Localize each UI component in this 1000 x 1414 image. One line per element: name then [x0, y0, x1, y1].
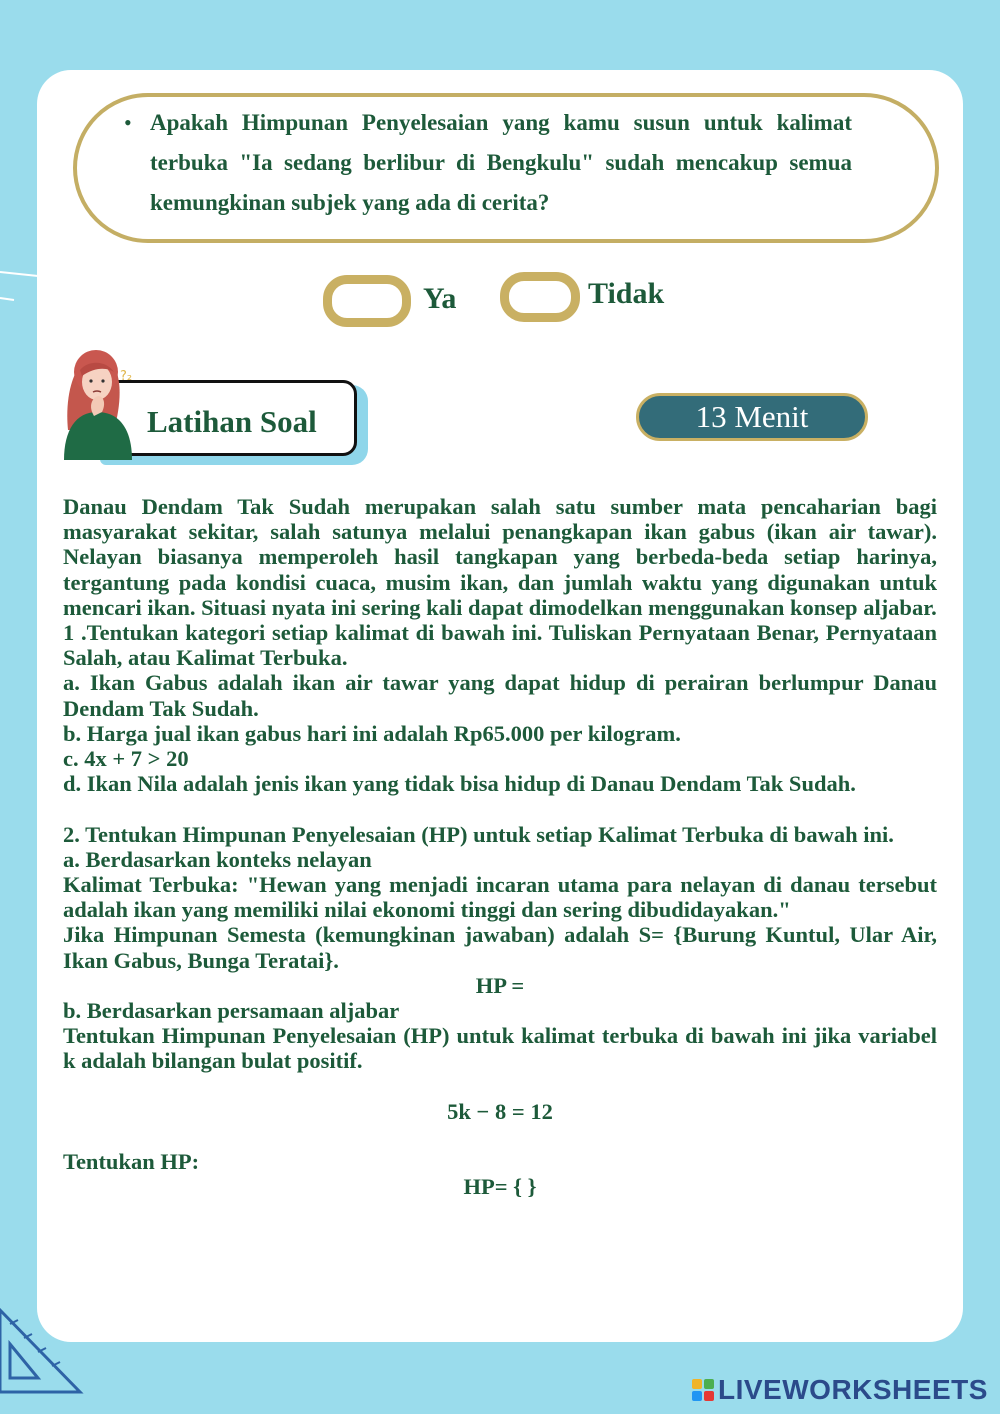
blank-line	[63, 796, 937, 821]
paragraph: Tentukan HP:	[63, 1149, 200, 1175]
paragraph: 5k − 8 = 12	[447, 1098, 553, 1124]
paragraph: c. 4x + 7 > 20	[63, 746, 189, 772]
blank-line	[63, 1074, 937, 1099]
option-ya-label: Ya	[423, 282, 457, 315]
exercise-body	[63, 494, 937, 1200]
option-ya-checkbox[interactable]	[323, 275, 411, 327]
liveworksheets-logo-icon	[692, 1379, 714, 1401]
option-tidak-label: Tidak	[588, 277, 665, 310]
paragraph: Jika Himpunan Semesta (kemungkinan jawaban) adalah S= {Burung Kuntul, Ular Air, Ikan Gabus, Bunga Teratai}.	[63, 922, 937, 973]
timer-badge: 13 Menit	[636, 393, 868, 441]
paragraph: HP =	[475, 972, 525, 998]
edge-sparkle-icon	[0, 262, 40, 312]
paragraph: Tentukan Himpunan Penyelesaian (HP) untuk kalimat terbuka di bawah ini jika variabel k adalah bilangan bulat positif.	[63, 1023, 937, 1074]
paragraph: b. Harga jual ikan gabus hari ini adalah Rp65.000 per kilogram.	[63, 720, 681, 746]
set-square-icon	[0, 1300, 90, 1400]
thinking-mark: ?₂	[120, 369, 133, 384]
paragraph: 1 .Tentukan kategori setiap kalimat di bawah ini. Tuliskan Pernyataan Benar, Pernyataan Salah, atau Kalimat Terbuka.	[63, 620, 937, 671]
logo-text: LIVEWORKSHEETS	[718, 1374, 988, 1405]
question-bullet: •	[124, 110, 132, 135]
blank-line	[63, 1124, 937, 1149]
paragraph: d. Ikan Nila adalah jenis ikan yang tidak bisa hidup di Danau Dendam Tak Sudah.	[63, 771, 856, 797]
question-text: Apakah Himpunan Penyelesaian yang kamu susun untuk kalimat terbuka "Ia sedang berlibur di Bengkulu" sudah mencakup semua kemungkinan subjek yang ada di cerita?	[150, 110, 852, 215]
section-title: Latihan Soal	[147, 404, 317, 439]
liveworksheets-logo	[692, 1374, 988, 1406]
paragraph: b. Berdasarkan persamaan aljabar	[63, 998, 400, 1024]
thinking-girl-illustration	[58, 346, 150, 460]
paragraph: Danau Dendam Tak Sudah merupakan salah satu sumber mata pencaharian bagi masyarakat sekitar, salah satunya melalui penangkapan ikan gabus (ikan air tawar). Nelayan biasanya memperoleh hasil tangkapan yang berbeda-beda setiap harinya, tergantung pada kondisi cuaca, musim ikan, dan jumlah waktu yang digunakan untuk mencari ikan. Situasi nyata ini sering kali dapat dimodelkan menggunakan konsep aljabar.	[63, 494, 937, 620]
paragraph: HP= { }	[463, 1174, 537, 1200]
paragraph: a. Berdasarkan konteks nelayan	[63, 846, 372, 872]
paragraph: 2. Tentukan Himpunan Penyelesaian (HP) untuk setiap Kalimat Terbuka di bawah ini.	[63, 821, 894, 847]
paragraph: Kalimat Terbuka: "Hewan yang menjadi incaran utama para nelayan di danau tersebut adalah ikan yang memiliki nilai ekonomi tinggi dan sering dibudidayakan."	[63, 872, 937, 923]
paragraph: a. Ikan Gabus adalah ikan air tawar yang dapat hidup di perairan berlumpur Danau Dendam Tak Sudah.	[63, 670, 937, 721]
option-tidak-checkbox[interactable]	[500, 272, 580, 322]
